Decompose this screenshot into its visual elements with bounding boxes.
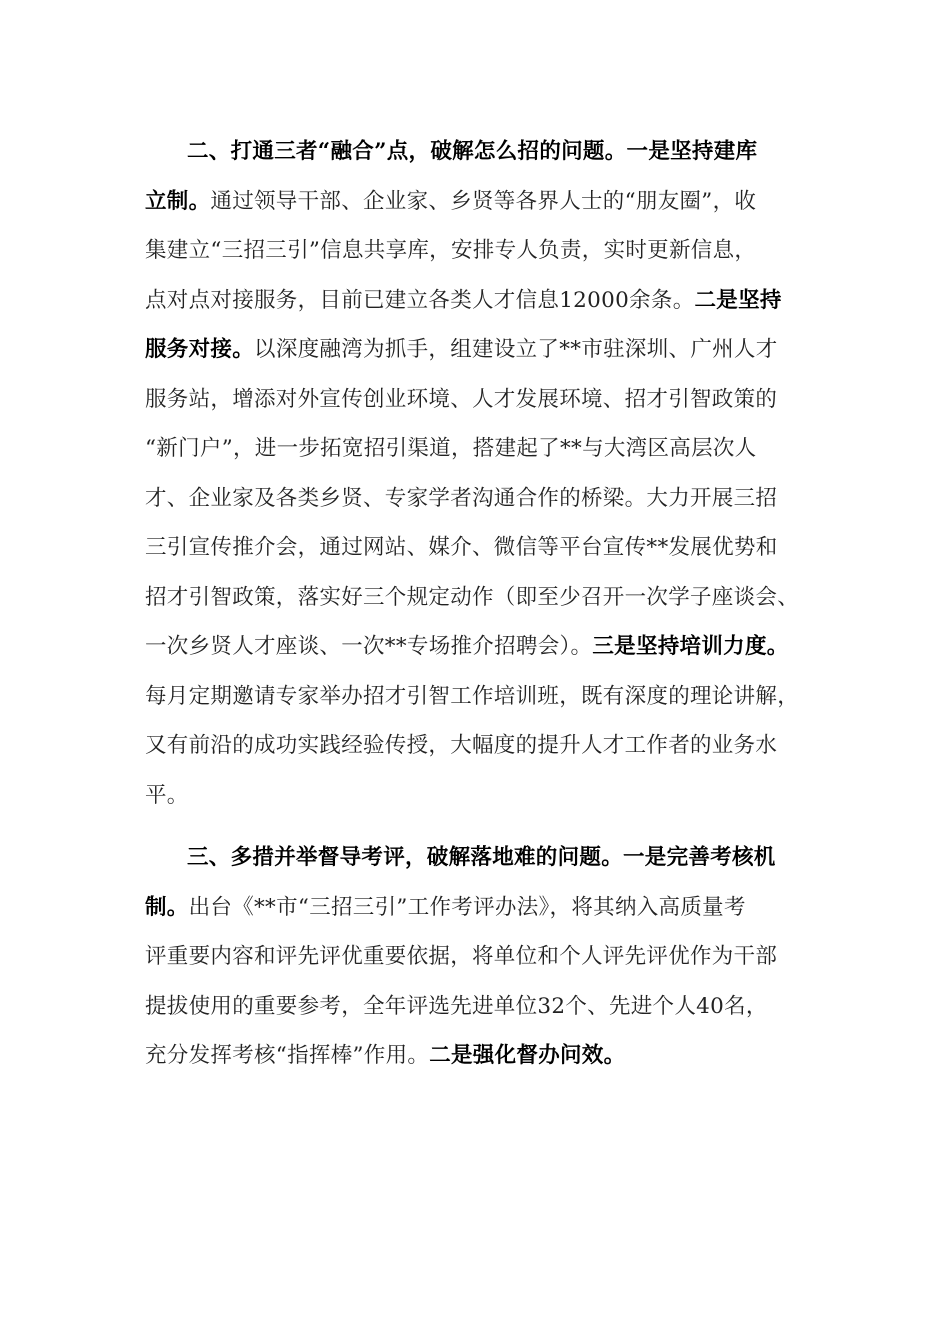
text-line [145, 182, 825, 222]
text-run: 集建立“三招三引”信息共享库，安排专人负责，实时更新信息， [145, 238, 757, 263]
text-run: 三引宣传推介会，通过网站、媒介、微信等平台宣传**发展优势和 [145, 535, 778, 560]
bold-text-run: 二是强化督办问效。 [429, 1043, 626, 1068]
text-line [145, 330, 825, 370]
text-line [187, 132, 827, 172]
text-line [145, 987, 825, 1027]
text-run: 评重要内容和评先评优重要依据，将单位和个人评先评优作为干部 [145, 944, 778, 969]
text-line [145, 888, 825, 928]
bold-text-run: 二是坚持 [694, 287, 782, 313]
text-line [145, 528, 825, 568]
text-line [145, 776, 825, 816]
text-run: 一次乡贤人才座谈、一次**专场推介招聘会）。 [145, 634, 593, 659]
text-run: 充分发挥考核“指挥棒”作用。 [145, 1043, 430, 1068]
text-line [145, 677, 825, 717]
bold-text-run: 服务对接。 [145, 337, 255, 362]
text-line [145, 380, 825, 420]
text-line [145, 479, 825, 519]
text-run: 以深度融湾为抓手，组建设立了**市驻深圳、广州人才 [254, 337, 778, 362]
text-run: 点对点对接服务，目前已建立各类人才信息12000余条。 [145, 287, 695, 313]
bold-text-run: 制。 [145, 894, 189, 920]
bold-text-run: 三是坚持培训力度。 [592, 634, 789, 659]
text-line [187, 838, 827, 878]
text-line [145, 231, 825, 271]
text-run: 又有前沿的成功实践经验传授，大幅度的提升人才工作者的业务水 [145, 733, 778, 758]
text-line [145, 429, 825, 469]
text-run: 服务站，增添对外宣传创业环境、人才发展环境、招才引智政策的 [145, 386, 778, 412]
text-run: 每月定期邀请专家举办招才引智工作培训班，既有深度的理论讲解， [145, 683, 800, 709]
text-run: 提拔使用的重要参考，全年评选先进单位32个、先进个人40名， [145, 993, 768, 1019]
text-line [145, 1036, 825, 1076]
text-run: 招才引智政策，落实好三个规定动作（即至少召开一次学子座谈会、 [145, 584, 800, 610]
bold-text-run: 立制。 [145, 188, 211, 214]
text-line [145, 281, 825, 321]
text-line [145, 627, 825, 667]
text-run: 才、企业家及各类乡贤、专家学者沟通合作的桥梁。大力开展三招 [145, 485, 778, 511]
text-run: 通过领导干部、企业家、乡贤等各界人士的“朋友圈”，收 [210, 188, 757, 214]
text-run: 平。 [145, 782, 189, 808]
text-line [145, 937, 825, 977]
bold-text-run: 三、多措并举督导考评，破解落地难的问题。一是完善考核机 [187, 845, 776, 870]
bold-text-run: 二、打通三者“融合”点，破解怎么招的问题。一是坚持建库 [187, 139, 758, 164]
text-run: “新门户”，进一步拓宽招引渠道，搭建起了**与大湾区高层次人 [145, 436, 757, 461]
text-line [145, 726, 825, 766]
text-run: 出台《**市“三招三引”工作考评办法》，将其纳入高质量考 [188, 894, 746, 920]
text-line [145, 578, 825, 618]
